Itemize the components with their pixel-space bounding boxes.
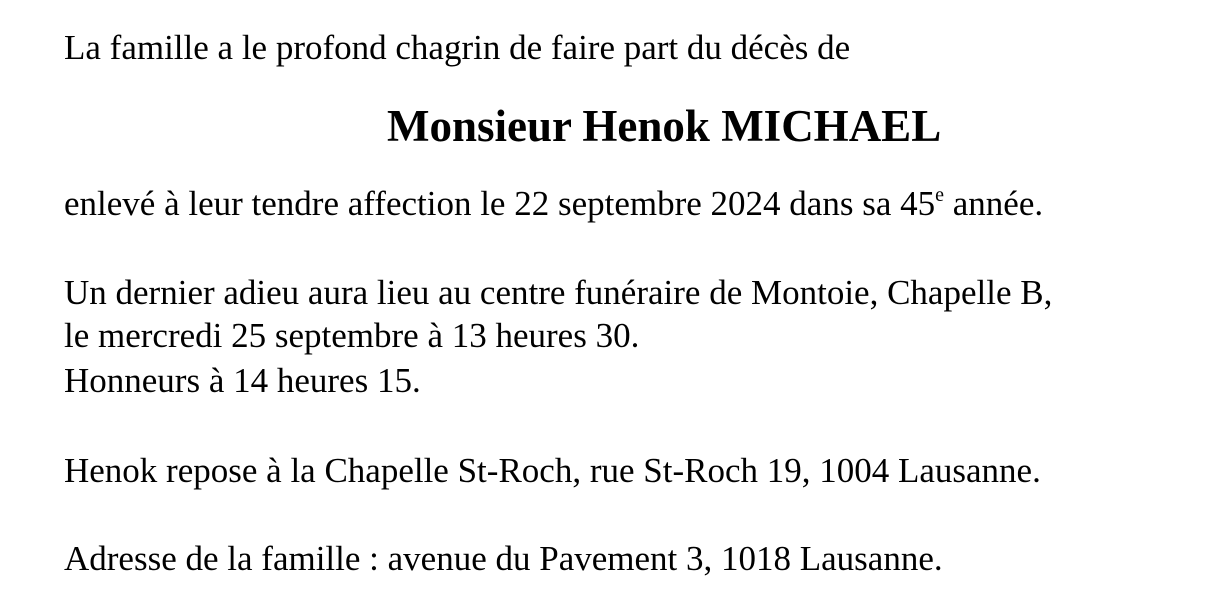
honours-text: Honneurs à 14 heures 15.: [64, 361, 421, 400]
ordinal-superscript: e: [935, 184, 944, 206]
death-details-main: enlevé à leur tendre affection le 22 septembre 2024 dans sa 45: [64, 184, 936, 223]
death-details-end: année.: [944, 184, 1044, 223]
ceremony-text-line-2: le mercredi 25 septembre à 13 heures 30.: [64, 316, 640, 355]
rest-location-text: Henok repose à la Chapelle St-Roch, rue St-Roch 19, 1004 Lausanne.: [64, 451, 1041, 490]
ceremony-text-line-1: Un dernier adieu aura lieu au centre funéraire de Montoie, Chapelle B,: [64, 273, 1053, 312]
intro-text: La famille a le profond chagrin de faire part du décès de: [64, 28, 851, 67]
family-address-text: Adresse de la famille : avenue du Pavement 3, 1018 Lausanne.: [64, 539, 943, 578]
deceased-name: Monsieur Henok MICHAEL: [387, 101, 942, 151]
death-details: [64, 183, 1043, 225]
